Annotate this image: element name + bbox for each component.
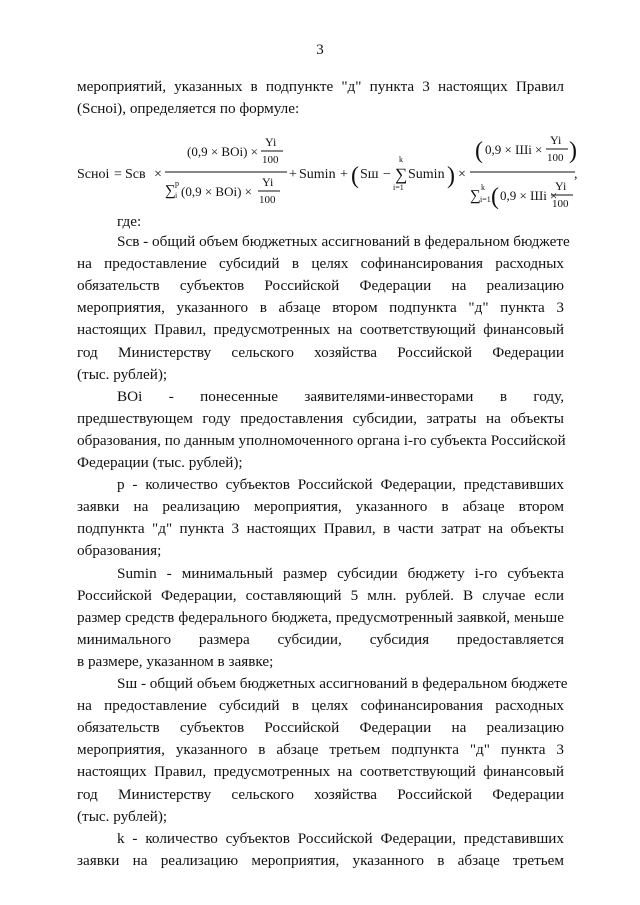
formula-paren-close: ) xyxy=(447,163,455,189)
body-text-line: (тыс. рублей); xyxy=(77,365,168,383)
body-text-line: Sumin - минимальный размер субсидии бюджету i-го субъекта xyxy=(117,564,564,582)
fraction2-paren-close: ) xyxy=(569,138,577,164)
body-text-line: образования, по данным уполномоченного органа i-го субъекта Российской xyxy=(77,431,566,449)
fraction2-sum-sign: ∑ xyxy=(470,188,481,204)
fraction1-sum-upper: p xyxy=(175,179,179,188)
fraction1-num-100: 100 xyxy=(262,154,279,166)
formula-equals: = xyxy=(114,167,122,182)
fraction2-den-yi: Yi xyxy=(555,179,567,193)
body-text-line: Российской Федерации, составляющий 5 млн. рублей. В случае если xyxy=(77,586,564,604)
formula-sum-upper: k xyxy=(399,155,403,164)
body-text-line: предшествующем году предоставления субсидии, затраты на объекты xyxy=(77,409,564,427)
formula-s-umin: Sumin xyxy=(299,167,336,182)
formula-times: × xyxy=(154,167,162,182)
page-number: 3 xyxy=(316,42,324,58)
body-text-line: на предоставление субсидий в целях софинансирования расходных xyxy=(77,255,564,273)
body-text-line: размер средств федерального бюджета, предусмотренный заявкой, меньше xyxy=(77,608,564,626)
fraction1-sum-sign: ∑ xyxy=(165,183,176,199)
fraction1-numerator: (0,9 × BOi) × xyxy=(187,144,258,159)
subsidy-formula xyxy=(77,128,577,220)
fraction1-sum-lower: i xyxy=(175,191,178,200)
body-text-line: настоящих Правил, предусмотренных на соответствующий финансовый xyxy=(77,763,564,781)
body-text-line: заявки на реализацию мероприятия, указанного в абзаце третьем xyxy=(77,851,564,869)
body-text-line: минимального размера субсидии, субсидия предоставляется xyxy=(77,630,564,648)
formula-paren-open: ( xyxy=(351,163,359,189)
formula-times: × xyxy=(458,167,466,182)
body-text-line: обязательств субъектов Российской Федерации на реализацию xyxy=(77,277,564,295)
fraction2-den-100: 100 xyxy=(552,198,569,210)
fraction2-numerator: 0,9 × Шi × xyxy=(485,142,543,157)
fraction1-den-100: 100 xyxy=(259,194,276,206)
body-text-line: BOi - понесенные заявителями-инвесторами в году, xyxy=(117,387,564,405)
body-text-line: Sш - общий объем бюджетных ассигнований в федеральном бюджете xyxy=(117,675,568,692)
body-text-line: мероприятия, указанного в абзаце третьем подпункта "д" пункта 3 xyxy=(77,741,564,759)
formula-minus: − xyxy=(383,167,391,182)
intro-line: (Sсноі), определяется по формуле: xyxy=(77,100,300,117)
body-text-line: k - количество субъектов Российской Федерации, представивших xyxy=(117,829,564,847)
body-text-line: p - количество субъектов Российской Федерации, представивших xyxy=(117,476,564,494)
body-text-line: год Министерству сельского хозяйства Российской Федерации xyxy=(77,785,564,803)
body-text-line: год Министерству сельского хозяйства Российской Федерации xyxy=(77,343,564,361)
body-text-line: в размере, указанном в заявке; xyxy=(77,652,274,670)
intro-line: мероприятий, указанных в подпункте "д" пункта 3 настоящих Правил xyxy=(77,78,564,95)
formula-lhs: Sсноі xyxy=(77,167,110,182)
fraction2-paren-open: ( xyxy=(475,138,483,164)
fraction1-num-yi: Yi xyxy=(265,135,277,149)
body-text-line: Федерации (тыс. рублей); xyxy=(77,454,243,471)
fraction2-sum-lower: i=1 xyxy=(480,195,491,204)
formula-plus: + xyxy=(340,167,348,182)
body-text-line: на предоставление субсидий в целях софинансирования расходных xyxy=(77,697,564,715)
fraction2-den-paren-open: ( xyxy=(491,184,499,210)
fraction2-denominator: 0,9 × Шi × xyxy=(500,188,558,203)
body-text-line: (тыс. рублей); xyxy=(77,807,168,825)
body-text-line: обязательств субъектов Российской Федерации на реализацию xyxy=(77,719,564,737)
body-text-line: заявки на реализацию мероприятия, указанного в абзаце втором xyxy=(77,498,564,516)
formula-sum-lower: i=1 xyxy=(393,183,404,192)
where-label: где: xyxy=(117,213,142,230)
fraction2-num-yi: Yi xyxy=(550,133,562,147)
formula-comma: , xyxy=(574,167,578,182)
formula-sum-sign: ∑ xyxy=(395,165,408,184)
body-text-line: образования; xyxy=(77,542,162,560)
body-text-line: мероприятия, указанного в абзаце втором подпункта "д" пункта 3 xyxy=(77,299,564,317)
fraction2-num-100: 100 xyxy=(547,152,564,164)
body-text-line: Sсв - общий объем бюджетных ассигнований в федеральном бюджете xyxy=(117,233,570,250)
formula-plus: + xyxy=(289,167,297,182)
formula-s-sv: Sсв xyxy=(125,167,146,182)
fraction1-denominator: (0,9 × BOi) × xyxy=(181,184,252,199)
body-text-line: настоящих Правил, предусмотренных на соответствующий финансовый xyxy=(77,321,564,339)
formula-s-sh: Sш xyxy=(360,167,379,182)
fraction2-sum-upper: k xyxy=(481,183,485,192)
fraction1-den-yi: Yi xyxy=(262,175,274,189)
body-text-line: подпункта "д" пункта 3 настоящих Правил, в части затрат на объекты xyxy=(77,520,564,538)
formula-s-umin-2: Sumin xyxy=(408,167,445,182)
